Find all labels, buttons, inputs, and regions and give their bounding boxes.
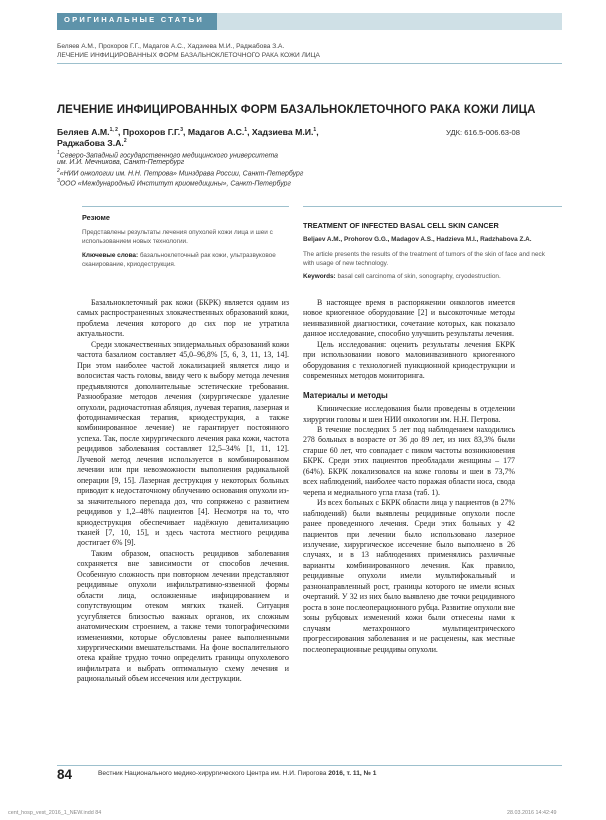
paragraph: Цель исследования: оценить результаты лечения БКРК при использовании нового маловинвазивного криогенного оборудования с технологией пункционной криодеструкции и современных методов мониторинга. bbox=[303, 339, 515, 381]
author-sup: 3 bbox=[180, 127, 183, 134]
author-name: Прохоров Г.Г. bbox=[122, 127, 181, 137]
author-name: Мадагов А.С. bbox=[187, 127, 245, 137]
article-title: ЛЕЧЕНИЕ ИНФИЦИРОВАННЫХ ФОРМ БАЗАЛЬНОКЛЕТОЧНОГО РАКА КОЖИ ЛИЦА bbox=[57, 104, 536, 116]
author-sup: 2 bbox=[123, 138, 127, 145]
udk-code: УДК: 616.5-006.63-08 bbox=[446, 128, 521, 137]
author-sup: 1 bbox=[244, 127, 248, 134]
author-list-cont bbox=[57, 138, 127, 148]
section-heading: Материалы и методы bbox=[303, 390, 388, 400]
abstract-ru-divider bbox=[82, 206, 289, 207]
journal-info: Вестник Национального медико-хирургического Центра им. Н.И. Пирогова 2016, т. 11, № 1 bbox=[98, 770, 377, 777]
abstract-ru-heading: Резюме bbox=[82, 213, 110, 222]
affiliation: $^3$ООО «Международный Институт криомедицины», Санкт-Петербург bbox=[57, 178, 291, 188]
abstract-en-keywords: Keywords: basal cell carcinoma of skin, sonography, cryodestruction. bbox=[303, 273, 501, 280]
running-title: ЛЕЧЕНИЕ ИНФИЦИРОВАННЫХ ФОРМ БАЗАЛЬНОКЛЕТОЧНОГО РАКА КОЖИ ЛИЦА bbox=[57, 52, 320, 59]
author-name: Хадзиева М.И. bbox=[251, 127, 314, 137]
paragraph: Базальноклеточный рак кожи (БКРК) является одним из самых распространенных злокачественных образований кожи, проблема лечения которого до сих пор не утратила актуальности. bbox=[77, 298, 289, 339]
author-sup: 1 bbox=[313, 127, 317, 134]
paragraph: Таким образом, опасность рецидивов заболевания сохраняется вне зависимости от способов лечения. Особенную сложность при повторном лечении представляют рецидивные опухоли инфильтративно-язвенной формы области лица, осложненные инфицированием и сопутствующим отеком мягких тканей. Ситуация усугубляется близостью важных органов, их сложным анатомическим строением, а также теми топографическими изменениями, которые обусловлены ранее выполненными хирургическими вмешательствами. На фоне воспалительного отека крайне трудно точно определить границы опухолевого инфильтрата и выбрать оптимальную схему лечения и рациональный объем иссечения или деструкции. bbox=[77, 548, 289, 684]
affiliation: $^2$«НИИ онкологии им. Н.Н. Петрова» Минздрава России, Санкт-Петербург bbox=[57, 168, 304, 178]
abstract-ru-text: Представлены результаты лечения опухолей кожи лица и шеи с использованием новых технологии. bbox=[82, 229, 273, 245]
abstract-en-divider bbox=[303, 206, 562, 207]
abstract-en-title: TREATMENT OF INFECTED BASAL CELL SKIN CANCER bbox=[303, 221, 499, 230]
footer-divider bbox=[57, 765, 562, 766]
header-divider bbox=[57, 63, 562, 64]
file-info: cent_hosp_vest_2016_1_NEW.indd 84 bbox=[8, 810, 102, 816]
running-authors: Беляев А.М., Прохоров Г.Г., Мадагов А.С., Хадзиева М.И., Раджабова З.А. bbox=[57, 43, 285, 50]
author-list: Беляев А.М.$^{1, 2}$, Прохоров Г.Г.$^3$, Мадагов А.С.$^1$, Хадзиева М.И.$^1$, bbox=[57, 127, 319, 137]
section-label: ОРИГИНАЛЬНЫЕ СТАТЬИ bbox=[64, 15, 205, 24]
paragraph: Из всех больных с БКРК области лица у пациентов (в 27% наблюдений) были выявлены рецидивные опухоли после ранее проведенного лечения. Среди этих больных у 42 пациентов при лечении было использовано лазерное излучение, хирургическое иссечение было выполнено в 26 случаях, и в 13 наблюдениях применялись различные варианты комбинированного лечения. Как правило, рецидивные опухоли имели мультифокальный и разнонаправленный рост, границы которого не имели ясных очертаний. У 32 из них было выявлено две точки рецидивного роста в зоне послеоперационного рубца. Развитие опухоли вне зоны рубцовых изменений кожи были отнесены нами к случаям метахронного мультицентрического прогрессирования заболевания и не расценены, как местные послеоперационные рецидивы опухоли. bbox=[303, 498, 515, 654]
author-name: Беляев А.М. bbox=[57, 127, 110, 137]
abstract-ru-keywords: Ключевые слова: базальноклеточный рак кожи, ультразвуковое сканирование, криодеструкция. bbox=[82, 252, 276, 268]
paragraph: Клинические исследования были проведены в отделении хирургии головы и шеи НИИ онкологии им. Н.Н. Петрова. bbox=[303, 404, 515, 424]
abstract-en-text: The article presents the results of the treatment of tumors of the skin of face and neck with usage of new technology. bbox=[303, 251, 545, 267]
body-column-right bbox=[303, 298, 515, 655]
file-date: 28.03.2016 14:42:49 bbox=[507, 810, 557, 816]
paragraph: Среди злокачественных эпидермальных образований кожи частота базалиом составляет 45,0–96,8% [5, 6, 3, 11, 13, 14]. При этом наиболее частой локализацией является лицо и волосистая часть головы, ввиду чего к выбору метода лечения предъявляются дополнительные эстетические требования. Разнообразие методов лечения (хирургическое удаление опухоли, радиочастотная абляция, лучевая терапия, лазерная и фотодинамическая терапия, криодеструкция, а также комбинированное лечение) не гарантирует постоянного успеха. Так, после хирургического лечения рака кожи, частота рецидивов заболевания составляет 12,5–34% [1, 11, 12]. Лучевой метод лечения используется в комбинированном лечении или при невозможности выполнения радикальной операции [9, 15]. Лазерная деструкция у некоторых больных приводит к недостаточному облучению основания опухоли из-за значительного перепада доз, что сопряжено с развитием рецидивов у 1,2–48% пациентов [4]. Несмотря на то, что криодеструкция обеспечивает надёжную девитализацию тканей [7, 10, 15], и здесь частота местного рецидива достигает 6% [9]. bbox=[77, 339, 289, 548]
author-sup: 1, 2 bbox=[109, 127, 118, 134]
affiliation: им. И.И. Мечникова, Санкт-Петербург bbox=[57, 159, 185, 166]
body-column-left bbox=[77, 298, 289, 685]
author-name: Раджабова З.А. bbox=[57, 138, 124, 148]
paragraph: В течение последних 5 лет под наблюдением находились 278 больных в возрасте от 36 до 89 лет, из них 83,3% были старше 60 лет, что совпадает с пиком частоты возникновения БКРК. Среди этих пациентов преобладали женщины – 177 (64%). БКРК локализовался на коже головы и шеи в 73,7% всех наблюдений, наиболее часто поражая области носа, свода черепа и медиального угла глаза (таб. 1). bbox=[303, 424, 515, 497]
affiliation: $^1$Северо-Западный государственного медицинского университета bbox=[57, 150, 278, 160]
page-number: 84 bbox=[57, 767, 73, 782]
abstract-en-authors: Beljaev A.M., Prohorov G.G., Madagov A.S., Hadzieva M.I., Radzhabova Z.A. bbox=[303, 236, 532, 243]
paragraph: В настоящее время в распоряжении онкологов имеется новое криогенное оборудование [2] и высокоточные методы неинвазивной диагностики, сочетание которых, как показало данное исследование, способно улучшить результаты лечения. bbox=[303, 298, 515, 339]
